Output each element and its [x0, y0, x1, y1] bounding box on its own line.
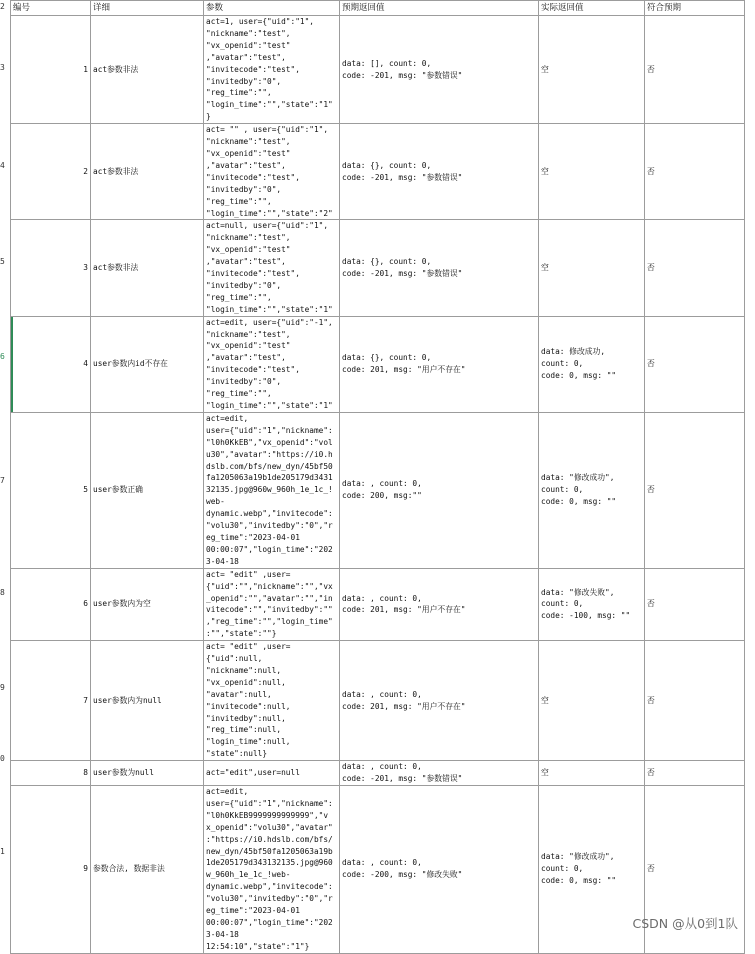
cell-id[interactable]: 6: [11, 568, 91, 640]
table-row: [11, 568, 745, 640]
cell-expected[interactable]: data: , count: 0, code: 201, msg: "用户不存在": [340, 641, 539, 761]
cell-detail[interactable]: act参数非法: [91, 16, 204, 124]
cell-actual[interactable]: data: 修改成功, count: 0, code: 0, msg: "": [539, 316, 645, 412]
header-params[interactable]: 参数: [204, 1, 340, 16]
cell-expected[interactable]: data: , count: 0, code: -201, msg: "参数错误": [340, 761, 539, 786]
table-row: [11, 124, 745, 220]
cell-actual[interactable]: 空: [539, 220, 645, 316]
cell-id[interactable]: 4: [11, 316, 91, 412]
cell-params[interactable]: act= "edit" ,user= {"uid":null, "nickname":null, "vx_openid":null, "avatar":null, "invitecode":null, "invitedby":null, "reg_time":null, "login_time":null, "state":null}: [204, 641, 340, 761]
table-row: [11, 412, 745, 568]
cell-detail[interactable]: 参数合法, 数据非法: [91, 786, 204, 954]
cell-id[interactable]: 8: [11, 761, 91, 786]
cell-detail[interactable]: user参数为null: [91, 761, 204, 786]
row-number-selected[interactable]: 6: [0, 352, 5, 361]
table-row-selected: [11, 316, 745, 412]
cell-detail[interactable]: user参数正确: [91, 412, 204, 568]
cell-id[interactable]: 9: [11, 786, 91, 954]
cell-params[interactable]: act="edit",user=null: [204, 761, 340, 786]
row-number[interactable]: 3: [0, 63, 5, 72]
header-id[interactable]: 编号: [11, 1, 91, 16]
watermark: CSDN @从0到1队: [632, 916, 738, 931]
cell-params[interactable]: act=edit, user={"uid":"1","nickname": "l0h0KkEB","vx_openid":"vol u30","avatar":"https://i0.h dslb.com/bfs/new_dyn/45bf50 fa1205063a19b1de205179d3431 32135.jpg@960w_960h_1e_1c_! web- dynamic.webp","invitecode": "volu30","invitedby":"0","r eg_time":"2023-04-01 00:00:07","login_time":"202 3-04-18: [204, 412, 340, 568]
row-number[interactable]: 7: [0, 476, 5, 485]
cell-detail[interactable]: user参数内id不存在: [91, 316, 204, 412]
cell-expected[interactable]: data: , count: 0, code: 201, msg: "用户不存在": [340, 568, 539, 640]
cell-actual[interactable]: 空: [539, 761, 645, 786]
cell-actual[interactable]: data: "修改失败", count: 0, code: -100, msg: "": [539, 568, 645, 640]
cell-actual[interactable]: 空: [539, 16, 645, 124]
cell-expected[interactable]: data: {}, count: 0, code: 201, msg: "用户不存在": [340, 316, 539, 412]
cell-params[interactable]: act=null, user={"uid":"1", "nickname":"test", "vx_openid":"test" ,"avatar":"test", "invitecode":"test", "invitedby":"0", "reg_time":"", "login_time":"","state":"1": [204, 220, 340, 316]
cell-id[interactable]: 7: [11, 641, 91, 761]
test-case-table: [10, 0, 745, 954]
cell-actual[interactable]: 空: [539, 641, 645, 761]
table-row: [11, 641, 745, 761]
cell-detail[interactable]: user参数内为null: [91, 641, 204, 761]
header-actual[interactable]: 实际返回值: [539, 1, 645, 16]
cell-detail[interactable]: user参数内为空: [91, 568, 204, 640]
cell-actual[interactable]: data: "修改成功", count: 0, code: 0, msg: "": [539, 786, 645, 954]
cell-expected[interactable]: data: {}, count: 0, code: -201, msg: "参数错误": [340, 124, 539, 220]
cell-detail[interactable]: act参数非法: [91, 220, 204, 316]
cell-actual[interactable]: data: "修改成功", count: 0, code: 0, msg: "": [539, 412, 645, 568]
cell-expected[interactable]: data: {}, count: 0, code: -201, msg: "参数错误": [340, 220, 539, 316]
cell-match[interactable]: 否: [645, 568, 745, 640]
cell-match[interactable]: 否: [645, 16, 745, 124]
cell-id[interactable]: 3: [11, 220, 91, 316]
cell-match[interactable]: 否: [645, 761, 745, 786]
cell-actual[interactable]: 空: [539, 124, 645, 220]
table-row: [11, 761, 745, 786]
cell-match[interactable]: 否: [645, 412, 745, 568]
cell-params[interactable]: act= "" , user={"uid":"1", "nickname":"test", "vx_openid":"test" ,"avatar":"test", "invitecode":"test", "invitedby":"0", "reg_time":"", "login_time":"","state":"2": [204, 124, 340, 220]
cell-id[interactable]: 5: [11, 412, 91, 568]
cell-detail[interactable]: act参数非法: [91, 124, 204, 220]
row-number[interactable]: 2: [0, 2, 5, 11]
cell-expected[interactable]: data: [], count: 0, code: -201, msg: "参数错误": [340, 16, 539, 124]
cell-match[interactable]: 否: [645, 220, 745, 316]
cell-id[interactable]: 2: [11, 124, 91, 220]
header-detail[interactable]: 详细: [91, 1, 204, 16]
cell-params[interactable]: act=edit, user={"uid":"-1", "nickname":"test", "vx_openid":"test" ,"avatar":"test", "invitecode":"test", "invitedby":"0", "reg_time":"", "login_time":"","state":"1": [204, 316, 340, 412]
table-row: [11, 16, 745, 124]
cell-params[interactable]: act=1, user={"uid":"1", "nickname":"test", "vx_openid":"test" ,"avatar":"test", "invitecode":"test", "invitedby":"0", "reg_time":"", "login_time":"","state":"1" }: [204, 16, 340, 124]
table-row: [11, 220, 745, 316]
cell-params[interactable]: act= "edit" ,user= {"uid":"","nickname":"","vx _openid":"","avatar":"","in vitecode":"","invitedby":"" ,"reg_time":"","login_time" :"","state":""}: [204, 568, 340, 640]
cell-match[interactable]: 否: [645, 316, 745, 412]
header-match[interactable]: 符合预期: [645, 1, 745, 16]
row-number[interactable]: 9: [0, 683, 5, 692]
row-number[interactable]: 1: [0, 847, 5, 856]
cell-match[interactable]: 否: [645, 124, 745, 220]
header-row: [11, 1, 745, 16]
cell-match[interactable]: 否: [645, 641, 745, 761]
cell-params[interactable]: act=edit, user={"uid":"1","nickname": "l0h0KkEB9999999999999","v x_openid":"volu30","avatar" :"https://i0.hdslb.com/bfs/ new_dyn/45bf50fa1205063a19b 1de205179d343132135.jpg@960 w_960h_1e_1c_!web- dynamic.webp","invitecode": "volu30","invitedby":"0","r eg_time":"2023-04-01 00:00:07","login_time":"202 3-04-18 12:54:10","state":"1"}: [204, 786, 340, 954]
row-number[interactable]: 4: [0, 161, 5, 170]
cell-expected[interactable]: data: , count: 0, code: 200, msg:"": [340, 412, 539, 568]
header-expected[interactable]: 预期返回值: [340, 1, 539, 16]
row-number[interactable]: 0: [0, 754, 5, 763]
cell-expected[interactable]: data: , count: 0, code: -200, msg: "修改失败": [340, 786, 539, 954]
row-number[interactable]: 5: [0, 257, 5, 266]
cell-match[interactable]: 否: [645, 786, 745, 954]
cell-id[interactable]: 1: [11, 16, 91, 124]
row-number[interactable]: 8: [0, 588, 5, 597]
